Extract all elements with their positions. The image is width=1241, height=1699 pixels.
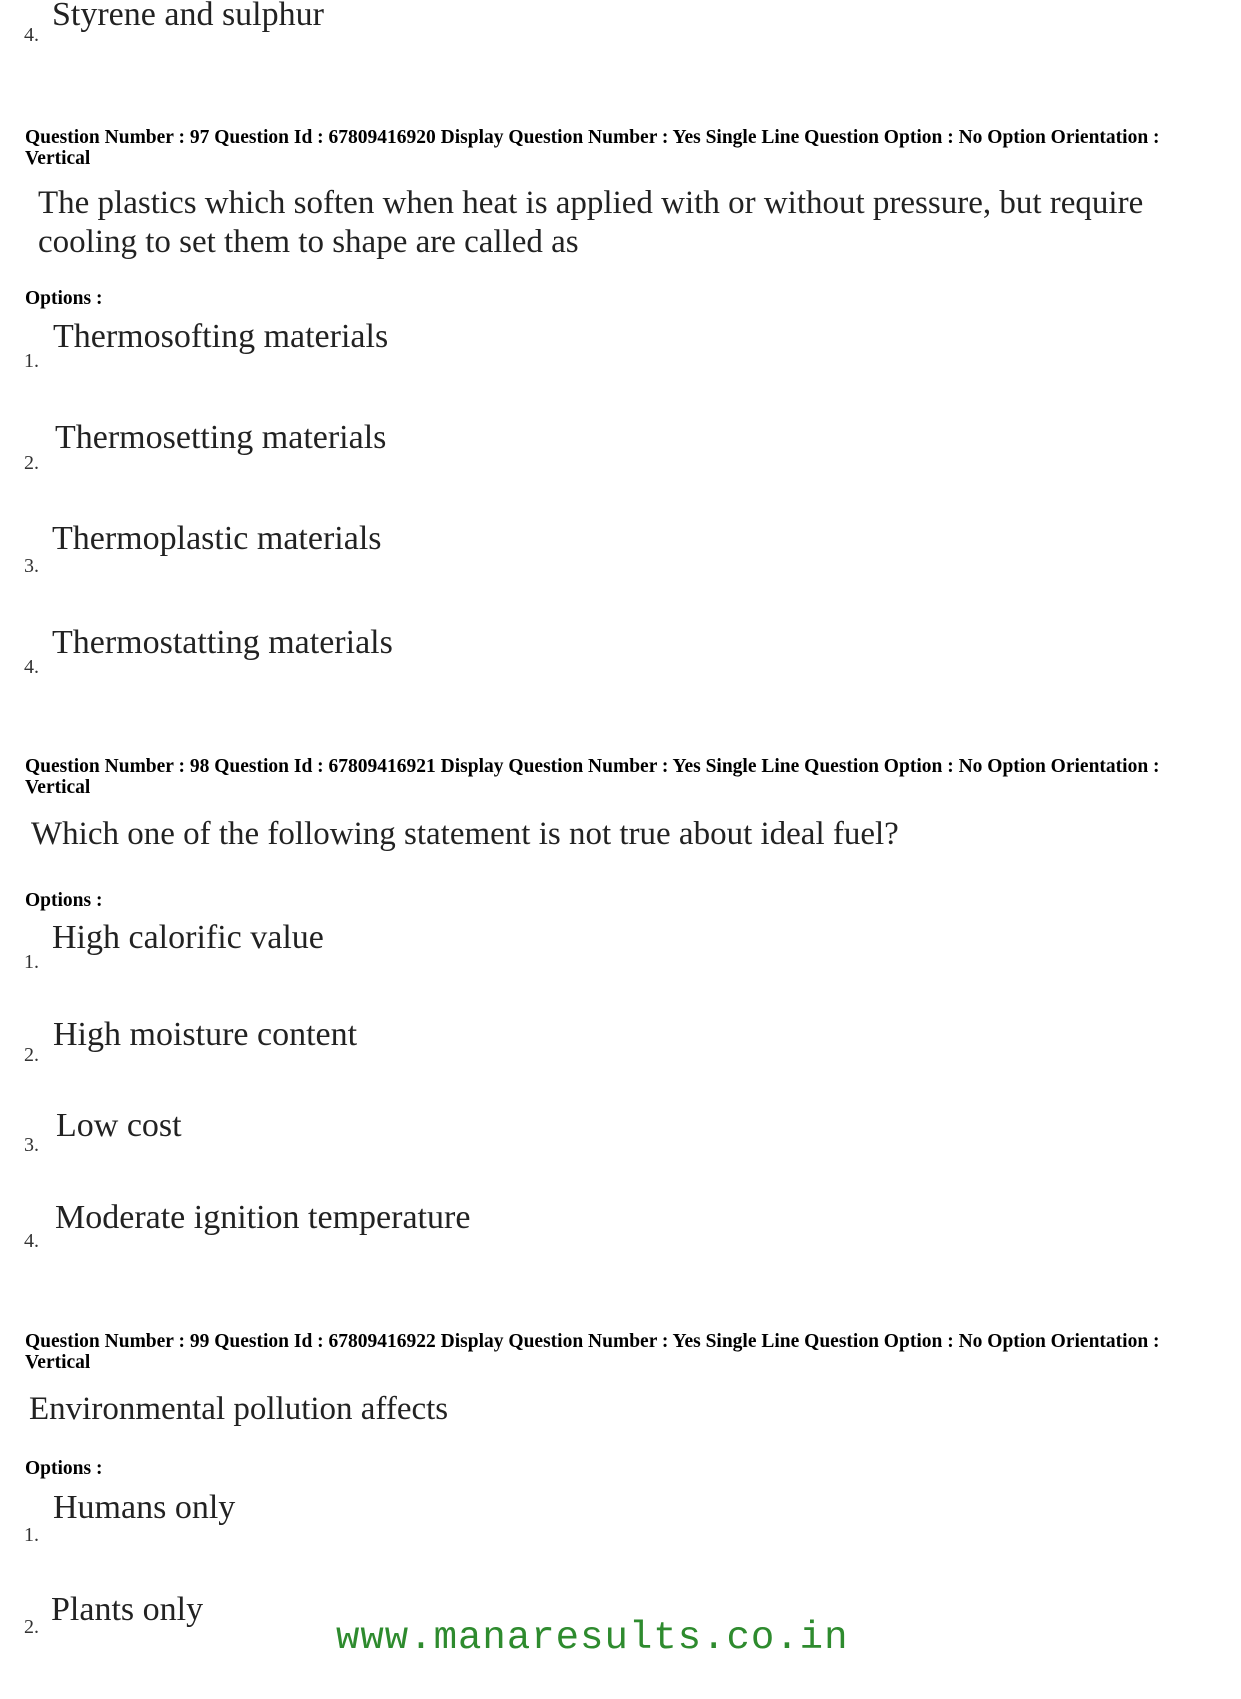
question-97-option-1-number: 1. (24, 350, 39, 372)
question-99-option-1-text: Humans only (53, 1489, 236, 1526)
question-97-option-2-text: Thermosetting materials (55, 419, 387, 456)
question-98-option-2-text: High moisture content (53, 1016, 358, 1053)
question-98-meta: Question Number : 98 Question Id : 67809416921 Display Question Number : Yes Single Line Question Option : No Option Orientation : Vertical (25, 756, 1160, 798)
prev-option-number: 4. (24, 24, 39, 46)
question-97-option-3-number: 3. (24, 555, 39, 577)
question-98-option-1-text: High calorific value (52, 919, 324, 956)
question-97-option-4-text: Thermostatting materials (52, 624, 393, 661)
question-99-meta: Question Number : 99 Question Id : 67809416922 Display Question Number : Yes Single Line Question Option : No Option Orientation : Vertical (25, 1331, 1160, 1373)
prev-option-text: Styrene and sulphur (52, 0, 324, 33)
question-98-option-2-number: 2. (24, 1044, 39, 1066)
question-99-option-2-text: Plants only (51, 1591, 204, 1628)
question-97-option-3-text: Thermoplastic materials (52, 520, 382, 557)
question-98-stem: Which one of the following statement is not true about ideal fuel? (31, 816, 899, 852)
question-97-option-2-number: 2. (24, 452, 39, 474)
question-98-option-4-text: Moderate ignition temperature (55, 1199, 471, 1236)
question-98-option-3-number: 3. (24, 1134, 39, 1156)
question-97-option-4-number: 4. (24, 656, 39, 678)
question-98-option-1-number: 1. (24, 951, 39, 973)
question-97-meta: Question Number : 97 Question Id : 67809416920 Display Question Number : Yes Single Line Question Option : No Option Orientation : Vertical (25, 127, 1160, 169)
question-97-option-1-text: Thermosofting materials (53, 318, 389, 355)
question-97-stem: The plastics which soften when heat is applied with or without pressure, but require cooling to set them to shape are called as (38, 185, 1144, 260)
question-99-stem: Environmental pollution affects (29, 1391, 449, 1427)
site-watermark: www.manaresults.co.in (336, 1616, 849, 1660)
question-98-option-4-number: 4. (24, 1230, 39, 1252)
question-99-option-1-number: 1. (24, 1524, 39, 1546)
question-98-options-label: Options : (25, 890, 103, 911)
question-97-options-label: Options : (25, 288, 103, 309)
question-98-option-3-text: Low cost (56, 1107, 182, 1144)
question-99-options-label: Options : (25, 1458, 103, 1479)
question-99-option-2-number: 2. (24, 1616, 39, 1638)
